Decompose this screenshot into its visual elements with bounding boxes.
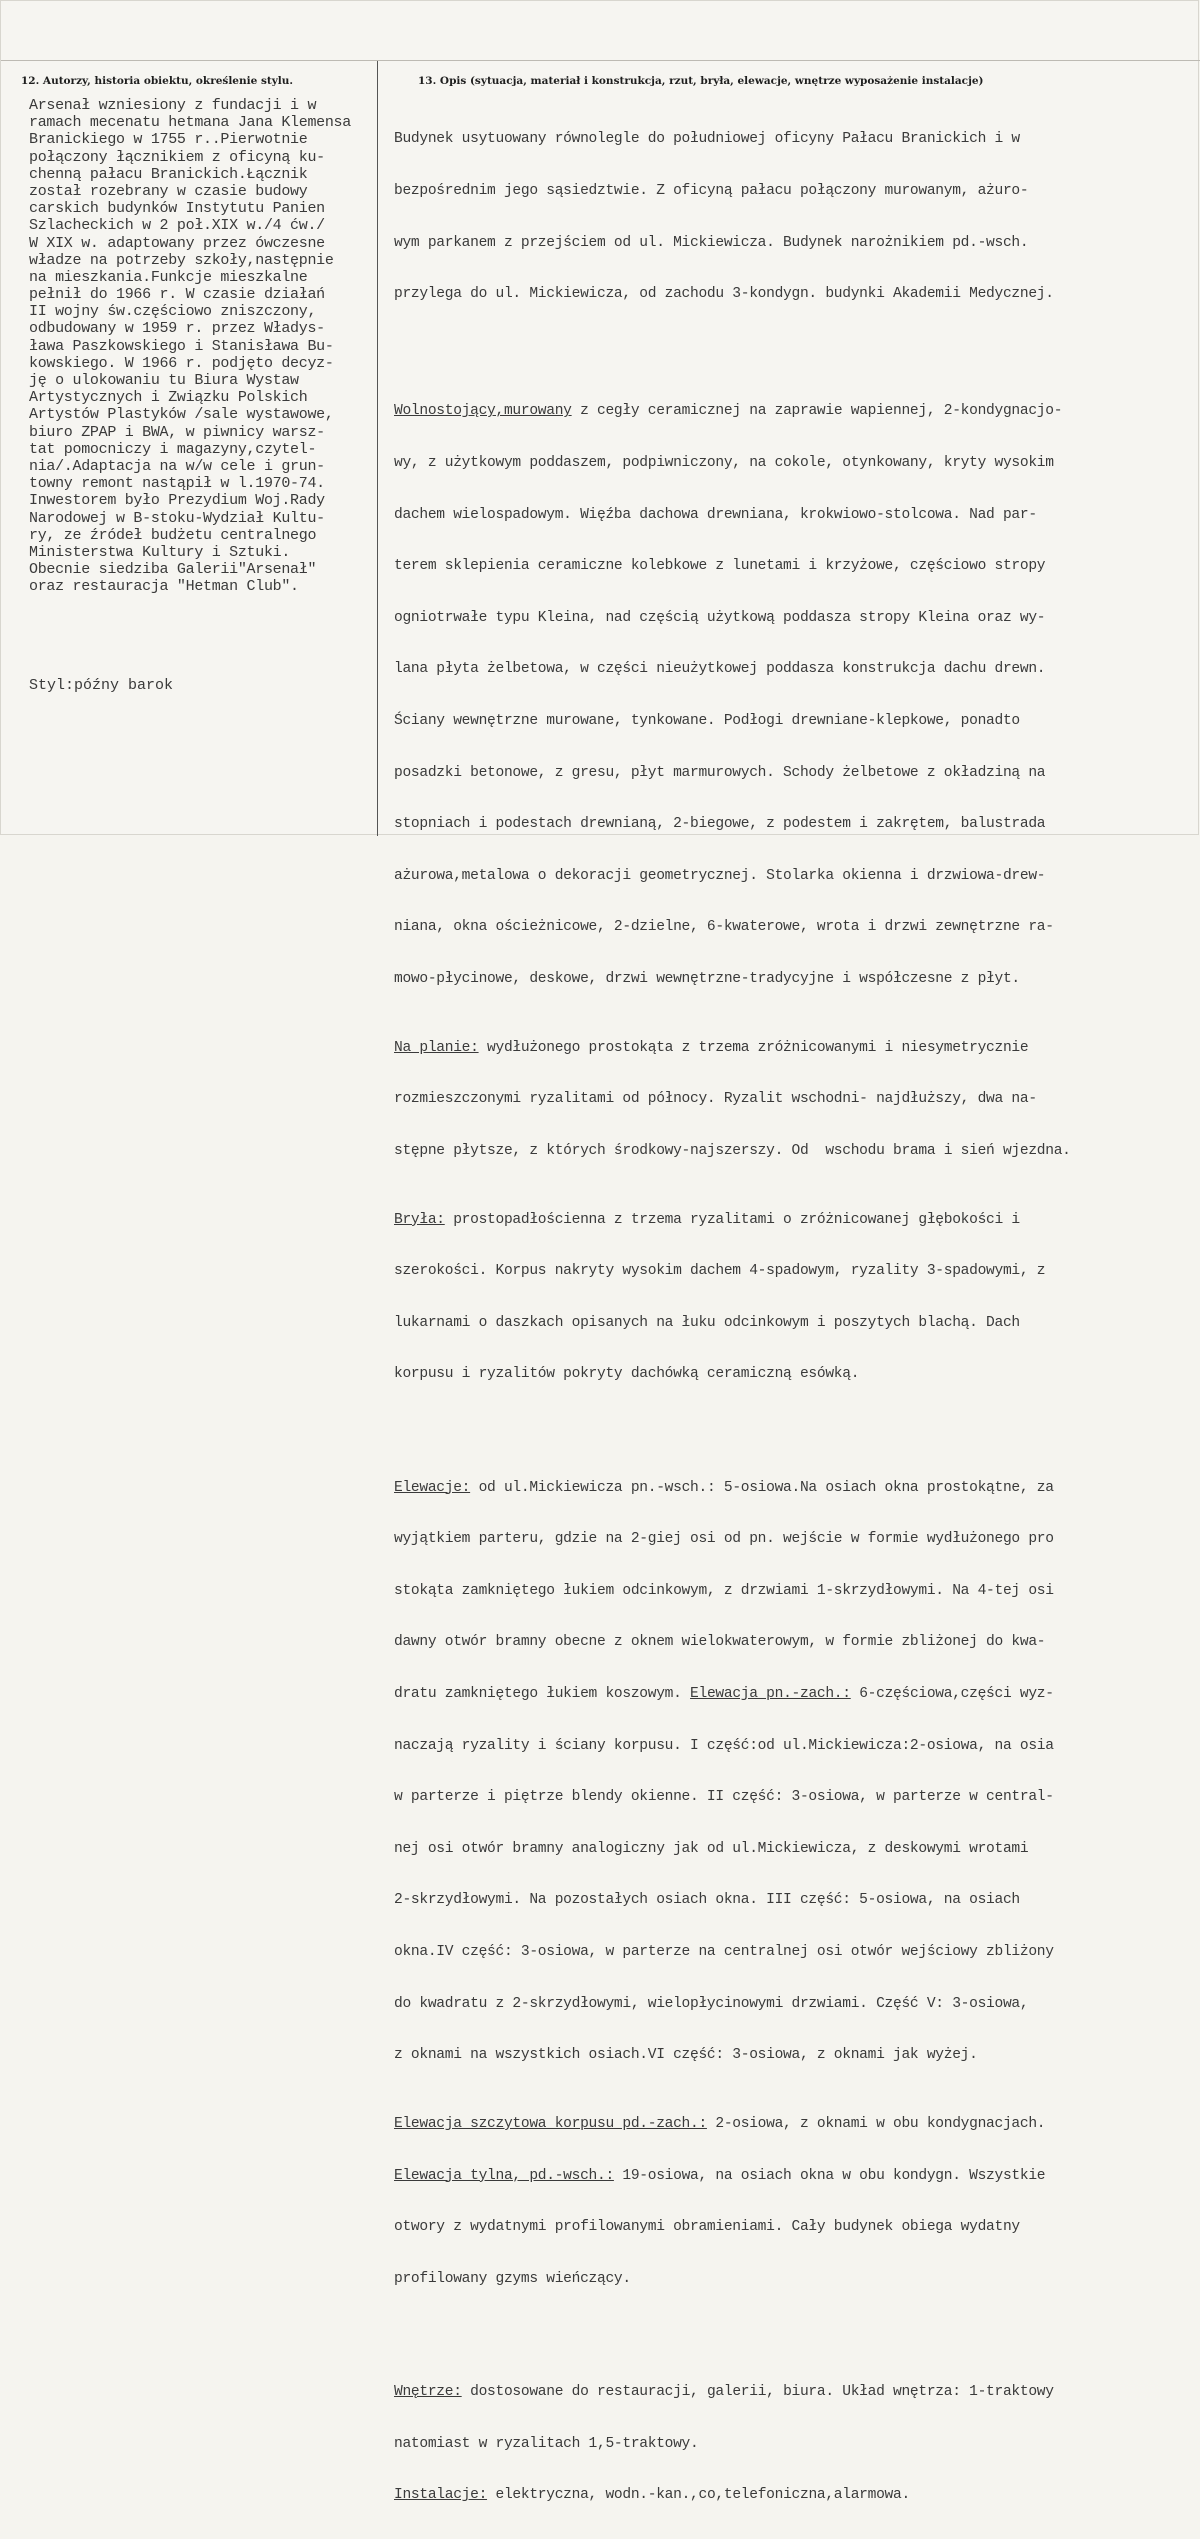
wolnostojacy-text: z cegły ceramicznej na zaprawie wapiennej, 2-kondygnacjo- <box>571 403 1063 420</box>
history-line: towny remont nastąpił w l.1970-74. <box>29 475 325 493</box>
history-line: ława Paszkowskiego i Stanisława Bu- <box>29 337 334 355</box>
top-divider <box>1 60 1200 61</box>
elewacje-line: dawny otwór bramny obecne z oknem wielokwaterowym, w formie zbliżonej do kwa- <box>394 1634 1046 1651</box>
history-line: oraz restauracja "Hetman Club". <box>29 578 299 596</box>
bryla-line: lukarnami o daszkach opisanych na łuku odcinkowym i poszytych blachą. Dach <box>394 1314 1020 1331</box>
tylna-line: profilowany gzyms wieńczący. <box>394 2270 631 2287</box>
wnetrze-line: natomiast w ryzalitach 1,5-traktowy. <box>394 2435 699 2452</box>
elewacje-text: od ul.Mickiewicza pn.-wsch.: 5-osiowa.Na osiach okna prostokątne, za <box>470 1479 1054 1496</box>
section-12-header: 12. Autorzy, historia obiektu, określenie stylu. <box>21 75 294 87</box>
wnetrze-label: Wnętrze: <box>394 2384 462 2400</box>
elewacje-line: stokąta zamkniętego łukiem odcinkowym, z drzwiami 1-skrzydłowymi. Na 4-tej osi <box>394 1582 1054 1599</box>
plan-text: wydłużonego prostokąta z trzema zróżnicowanymi i niesymetrycznie <box>478 1039 1029 1056</box>
wolnostojacy-label: Wolnostojący,murowany <box>394 403 572 420</box>
intro-line: bezpośrednim jego sąsiedztwie. Z oficyną pałacu połączony murowanym, ażuro- <box>394 183 1029 199</box>
history-line: ramach mecenatu hetmana Jana Klemensa <box>29 114 351 132</box>
construction-line: lana płyta żelbetowa, w części nieużytkowej poddasza konstrukcja dachu drewn. <box>394 661 1046 678</box>
history-line: władze na potrzeby szkoły,następnie <box>29 251 334 269</box>
elewacja-pnzach-line: z oknami na wszystkich osiach.VI część: 3-osiowa, z oknami jak wyżej. <box>394 2047 978 2064</box>
history-line: Narodowej w B-stoku-Wydział Kultu- <box>29 509 325 527</box>
intro-line: wym parkanem z przejściem od ul. Mickiewicza. Budynek narożnikiem pd.-wsch. <box>394 234 1029 251</box>
elewacja-pnzach-line: nej osi otwór bramny analogiczny jak od ul.Mickiewicza, z deskowymi wrotami <box>394 1840 1029 1857</box>
tylna-label: Elewacja tylna, pd.-wsch.: <box>394 2167 614 2184</box>
elewacja-pnzach-line: naczają ryzality i ściany korpusu. I część:od ul.Mickiewicza:2-osiowa, na osia <box>394 1737 1054 1754</box>
wnetrze-text: dostosowane do restauracji, galerii, biura. Układ wnętrza: 1-traktowy <box>461 2384 1054 2400</box>
instalacje-label: Instalacje: <box>394 2487 488 2504</box>
description-text <box>394 97 1194 2539</box>
elewacja-pnzach-line: 2-skrzydłowymi. Na pozostałych osiach okna. III część: 5-osiowa, na osiach <box>394 1892 1020 1909</box>
history-line: Szlacheckich w 2 poł.XIX w./4 ćw./ <box>29 217 325 235</box>
history-line: Inwestorem było Prezydium Woj.Rady <box>29 492 325 510</box>
construction-line: wy, z użytkowym poddaszem, podpiwniczony, na cokole, otynkowany, kryty wysokim <box>394 454 1054 471</box>
instalacje-text: elektryczna, wodn.-kan.,co,telefoniczna,alarmowa. <box>487 2487 910 2504</box>
construction-line: mowo-płycinowe, deskowe, drzwi wewnętrzne-tradycyjne i współczesne z płyt. <box>394 970 1020 987</box>
elewacje-line: dratu zamkniętego łukiem koszowym. <box>394 1686 691 1703</box>
history-line: chenną pałacu Branickich.Łącznik <box>29 165 308 183</box>
elewacje-label: Elewacje: <box>394 1479 471 1496</box>
plan-label: Na planie: <box>394 1039 479 1056</box>
elewacja-pnzach-line: do kwadratu z 2-skrzydłowymi, wielopłycinowymi drzwiami. Część V: 3-osiowa, <box>394 1995 1029 2012</box>
history-line: Branickiego w 1755 r..Pierwotnie <box>29 131 308 149</box>
history-line: ję o ulokowaniu tu Biura Wystaw <box>29 372 299 389</box>
history-line: kowskiego. W 1966 r. podjęto decyz- <box>29 354 334 372</box>
construction-line: dachem wielospadowym. Więźba dachowa drewniana, krokwiowo-stolcowa. Nad par- <box>394 506 1037 523</box>
intro-line: przylega do ul. Mickiewicza, od zachodu 3-kondygn. budynki Akademii Medycznej. <box>394 286 1054 303</box>
history-text <box>29 97 379 595</box>
szczytowa-text: 2-osiowa, z oknami w obu kondygnacjach. <box>706 2116 1046 2133</box>
history-line: biuro ZPAP i BWA, w piwnicy warsz- <box>29 423 325 441</box>
plan-line: stępne płytsze, z których środkowy-najszerszy. Od wschodu brama i sień wjezdna. <box>394 1142 1071 1159</box>
history-line: W XIX w. adaptowany przez ówczesne <box>29 234 325 252</box>
history-line: pełnił do 1966 r. W czasie działań <box>29 286 325 304</box>
elewacja-pnzach-label: Elewacja pn.-zach.: <box>690 1686 851 1703</box>
elewacje-line: wyjątkiem parteru, gdzie na 2-giej osi od pn. wejście w formie wydłużonego pro <box>394 1531 1054 1548</box>
plan-line: rozmieszczonymi ryzalitami od północy. Ryzalit wschodni- najdłuższy, dwa na- <box>394 1091 1037 1108</box>
construction-line: posadzki betonowe, z gresu, płyt marmurowych. Schody żelbetowe z okładziną na <box>394 764 1046 781</box>
history-line: ry, ze źródeł budżetu centralnego <box>29 526 317 544</box>
bryla-text: prostopadłościenna z trzema ryzalitami o zróżnicowanej głębokości i <box>444 1211 1020 1228</box>
history-line: tat pomocniczy i magazyny,czytel- <box>29 440 317 458</box>
history-line: Arsenał wzniesiony z fundacji i w <box>29 97 317 114</box>
section-13-header: 13. Opis (sytuacja, materiał i konstrukcja, rzut, bryła, elewacje, wnętrze wyposażenie instalacje) <box>418 75 984 87</box>
szczytowa-label: Elewacja szczytowa korpusu pd.-zach.: <box>394 2116 707 2133</box>
elewacja-pnzach-line: w parterze i piętrze blendy okienne. II część: 3-osiowa, w parterze w central- <box>394 1789 1054 1806</box>
history-line: Ministerstwa Kultury i Sztuki. <box>29 543 291 561</box>
tylna-line: otwory z wydatnymi profilowanymi obramieniami. Cały budynek obiega wydatny <box>394 2219 1020 2236</box>
construction-line: niana, okna ościeżnicowe, 2-dzielne, 6-kwaterowe, wrota i drzwi zewnętrzne ra- <box>394 919 1054 936</box>
construction-line: terem sklepienia ceramiczne kolebkowe z lunetami i krzyżowe, częściowo stropy <box>394 558 1046 575</box>
history-line: nia/.Adaptacja na w/w cele i grun- <box>29 457 325 475</box>
style-line: Styl:późny barok <box>29 677 174 694</box>
history-line: na mieszkania.Funkcje mieszkalne <box>29 268 308 286</box>
history-line: został rozebrany w czasie budowy <box>29 182 308 200</box>
construction-line: stopniach i podestach drewnianą, 2-biegowe, z podestem i zakrętem, balustrada <box>394 816 1046 833</box>
construction-line: ogniotrwałe typu Kleina, nad częścią użytkową poddasza stropy Kleina oraz wy- <box>394 609 1046 626</box>
elewacja-pnzach-text: 6-częściowa,części wyz- <box>850 1686 1054 1703</box>
history-line: Obecnie siedziba Galerii"Arsenał" <box>29 561 317 579</box>
history-line: odbudowany w 1959 r. przez Władys- <box>29 320 325 338</box>
construction-line: Ściany wewnętrzne murowane, tynkowane. Podłogi drewniane-klepkowe, ponadto <box>394 712 1020 729</box>
history-line: Artystów Plastyków /sale wystawowe, <box>29 406 334 424</box>
construction-line: ażurowa,metalowa o dekoracji geometrycznej. Stolarka okienna i drzwiowa-drew- <box>394 867 1046 884</box>
bryla-line: korpusu i ryzalitów pokryty dachówką ceramiczną esówką. <box>394 1366 860 1383</box>
history-line: połączony łącznikiem z oficyną ku- <box>29 148 325 166</box>
bryla-line: szerokości. Korpus nakryty wysokim dachem 4-spadowym, ryzality 3-spadowymi, z <box>394 1263 1046 1280</box>
bryla-label: Bryła: <box>394 1211 445 1228</box>
history-line: II wojny św.częściowo zniszczony, <box>29 303 317 321</box>
history-line: Artystycznych i Związku Polskich <box>29 389 308 407</box>
tylna-text: 19-osiowa, na osiach okna w obu kondygn. Wszystkie <box>613 2167 1046 2184</box>
history-line: carskich budynków Instytutu Panien <box>29 200 325 218</box>
intro-line: Budynek usytuowany równolegle do południowej oficyny Pałacu Branickich i w <box>394 131 1020 148</box>
elewacja-pnzach-line: okna.IV część: 3-osiowa, w parterze na centralnej osi otwór wejściowy zbliżony <box>394 1944 1054 1961</box>
